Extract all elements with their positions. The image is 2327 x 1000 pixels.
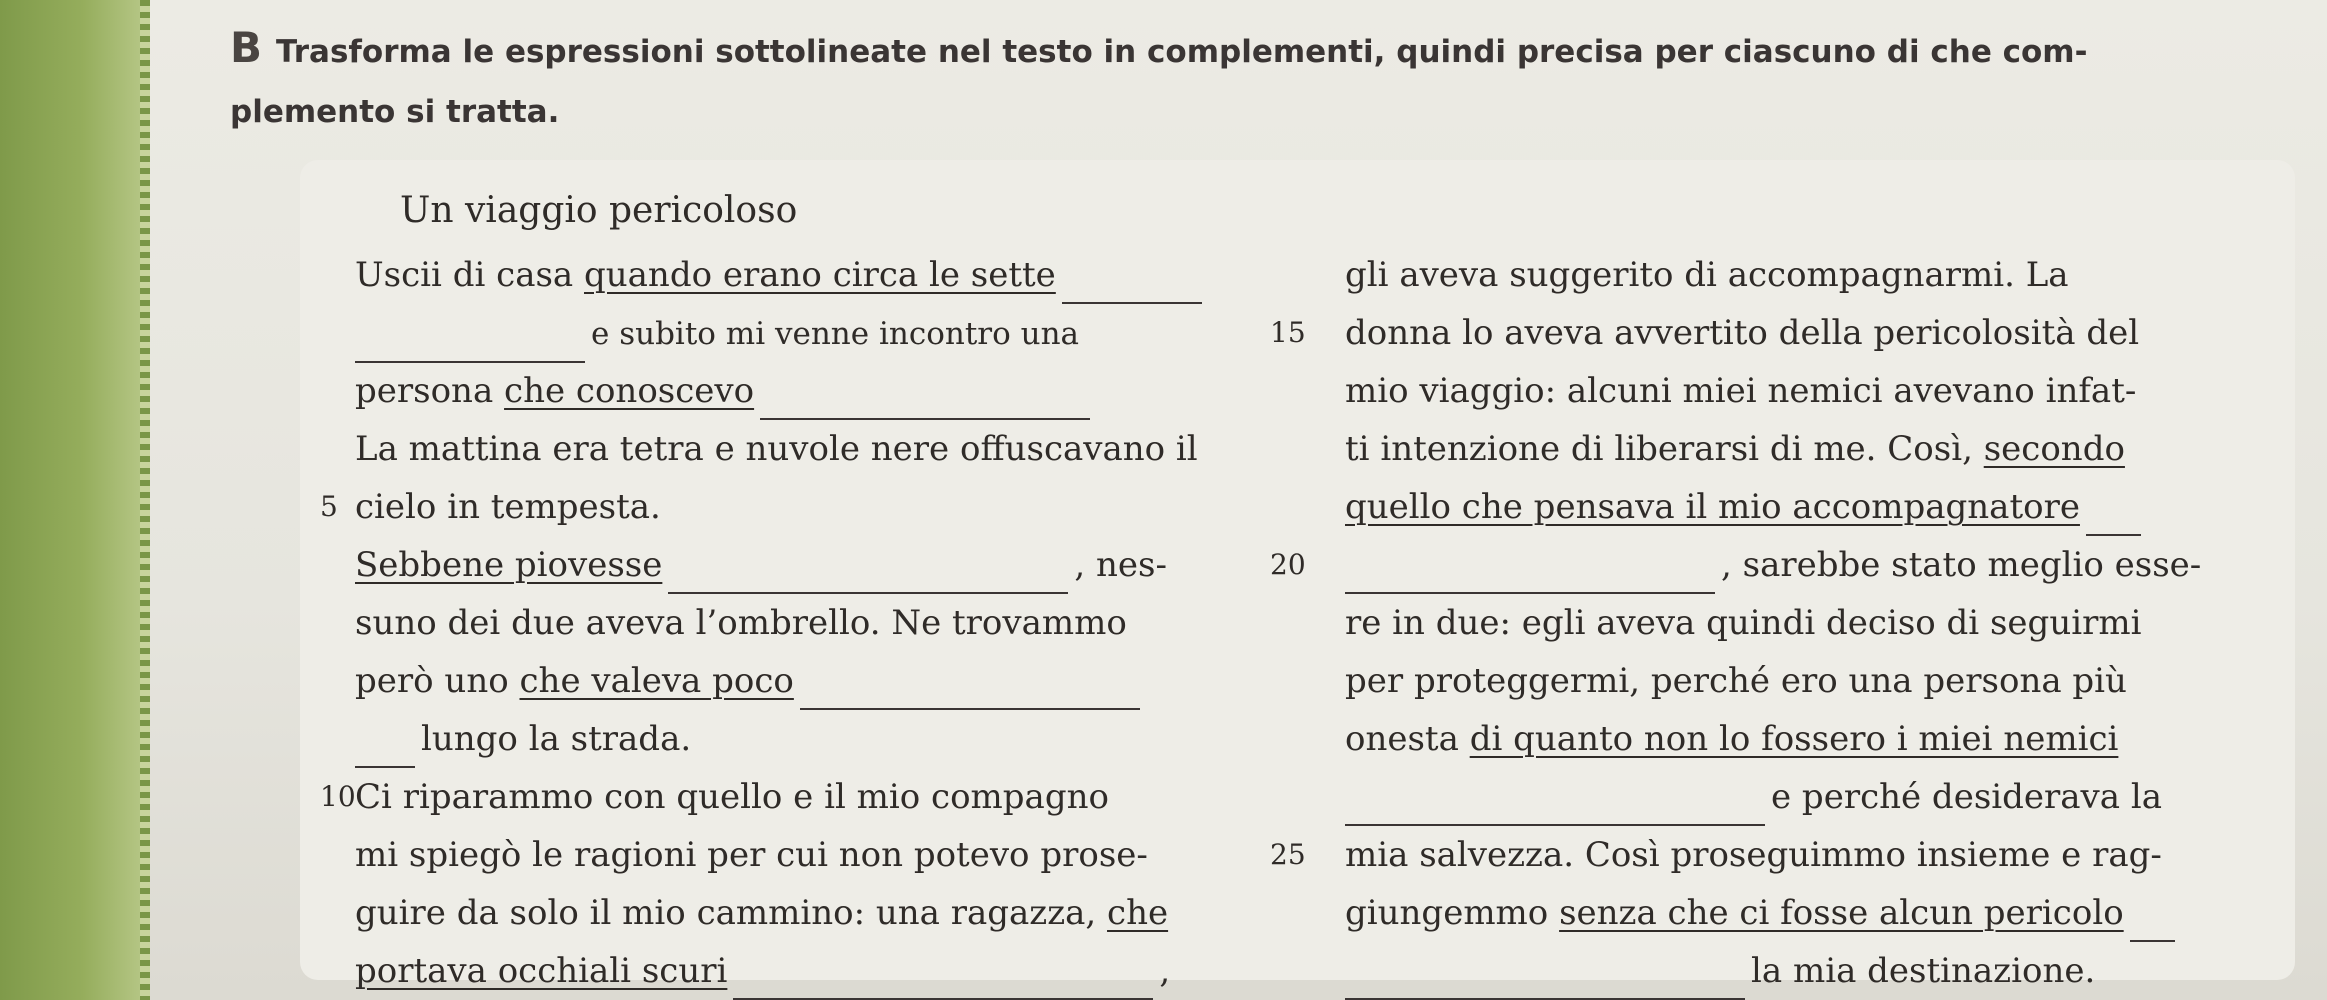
exercise-letter: B (230, 23, 263, 72)
text-line (1240, 362, 2240, 420)
story-left-column (320, 246, 1225, 1000)
text-line (1240, 304, 2240, 362)
text-line (355, 884, 1225, 942)
line-number: 15 (1270, 316, 1306, 349)
answer-blank[interactable] (2130, 906, 2175, 942)
text-line (355, 652, 1225, 710)
line-text: la mia destinazione. (1751, 951, 2096, 991)
text-line (1240, 710, 2240, 768)
line-text: onesta (1345, 719, 1470, 759)
exercise-instruction (230, 18, 2270, 142)
line-text: ti intenzione di liberarsi di me. Così, (1345, 429, 1984, 469)
line-text: donna lo aveva avvertito della pericolosità del (1345, 313, 2140, 353)
answer-blank[interactable] (355, 732, 415, 768)
text-line (355, 942, 1225, 1000)
underlined-expression: che (1107, 893, 1169, 933)
line-text: gli aveva suggerito di accompagnarmi. La (1345, 255, 2069, 295)
answer-blank[interactable] (760, 384, 1090, 420)
answer-blank[interactable] (1345, 964, 1745, 1000)
text-line (320, 768, 1225, 826)
text-line (1240, 768, 2240, 826)
line-text: giungemmo (1345, 893, 1560, 933)
page-margin-strip (0, 0, 150, 1000)
line-text: , nes- (1074, 545, 1167, 585)
text-line (1240, 942, 2240, 1000)
text-line (355, 826, 1225, 884)
text-line (1240, 536, 2240, 594)
line-text: guire da solo il mio cammino: una ragazza, (355, 893, 1108, 933)
line-number: 5 (320, 490, 338, 523)
line-text: persona (355, 371, 505, 411)
answer-blank[interactable] (800, 674, 1140, 710)
underlined-expression: che valeva poco (519, 661, 794, 701)
line-text: re in due: egli aveva quindi deciso di seguirmi (1345, 603, 2142, 643)
line-text: lungo la strada. (421, 719, 692, 759)
text-line (355, 710, 1225, 768)
line-text: Ci riparammo con quello e il mio compagno (355, 777, 1109, 817)
line-text: e subito mi venne incontro una (591, 316, 1080, 352)
story-right-column (1240, 246, 2240, 1000)
underlined-expression: secondo (1983, 429, 2125, 469)
underlined-expression: che conoscevo (504, 371, 755, 411)
line-text: Uscii di casa (355, 255, 584, 295)
line-text: però uno (355, 661, 520, 701)
underlined-expression: quando erano circa le sette (584, 255, 1056, 295)
answer-blank[interactable] (668, 558, 1068, 594)
text-line (355, 536, 1225, 594)
text-line (1240, 884, 2240, 942)
line-text: mia salvezza. Così proseguimmo insieme e rag- (1345, 835, 2162, 875)
text-line (320, 478, 1225, 536)
instruction-line-2: plemento si tratta. (230, 94, 560, 130)
text-line (355, 594, 1225, 652)
underlined-expression: quello che pensava il mio accompagnatore (1345, 487, 2080, 527)
underlined-expression: senza che ci fosse alcun pericolo (1559, 893, 2124, 933)
underlined-expression: portava occhiali scuri (355, 951, 728, 991)
text-line (355, 246, 1225, 304)
underlined-expression: di quanto non lo fossero i miei nemici (1469, 719, 2119, 759)
line-text: La mattina era tetra e nuvole nere offuscavano il (355, 429, 1198, 469)
text-line (1240, 594, 2240, 652)
line-text: cielo in tempesta. (355, 487, 661, 527)
text-line (1240, 478, 2240, 536)
answer-blank[interactable] (733, 964, 1153, 1000)
line-text: per proteggermi, perché ero una persona più (1345, 661, 2127, 701)
text-line (1240, 420, 2240, 478)
line-text: e perché desiderava la (1771, 777, 2162, 817)
instruction-line-1: Trasforma le espressioni sottolineate nel testo in complementi, quindi precisa per ciascuno di che com- (276, 34, 2088, 70)
answer-blank[interactable] (1345, 558, 1715, 594)
line-text: mi spiegò le ragioni per cui non potevo prose- (355, 835, 1148, 875)
line-number: 10 (320, 780, 356, 813)
underlined-expression: Sebbene piovesse (355, 545, 663, 585)
answer-blank[interactable] (1062, 268, 1202, 304)
answer-blank[interactable] (1345, 790, 1765, 826)
line-number: 20 (1270, 548, 1306, 581)
answer-blank[interactable] (355, 327, 585, 363)
line-text: , (1159, 951, 1171, 991)
line-text: mio viaggio: alcuni miei nemici avevano infat- (1345, 371, 2137, 411)
line-text: , sarebbe stato meglio esse- (1721, 545, 2202, 585)
line-number: 25 (1270, 838, 1306, 871)
text-line (355, 304, 1225, 362)
story-title: Un viaggio pericoloso (400, 190, 798, 231)
text-line (1240, 246, 2240, 304)
line-text: suno dei due aveva l’ombrello. Ne trovammo (355, 603, 1127, 643)
answer-blank[interactable] (2086, 500, 2141, 536)
text-line (1240, 652, 2240, 710)
text-line (355, 362, 1225, 420)
text-line (1240, 826, 2240, 884)
text-line (355, 420, 1225, 478)
